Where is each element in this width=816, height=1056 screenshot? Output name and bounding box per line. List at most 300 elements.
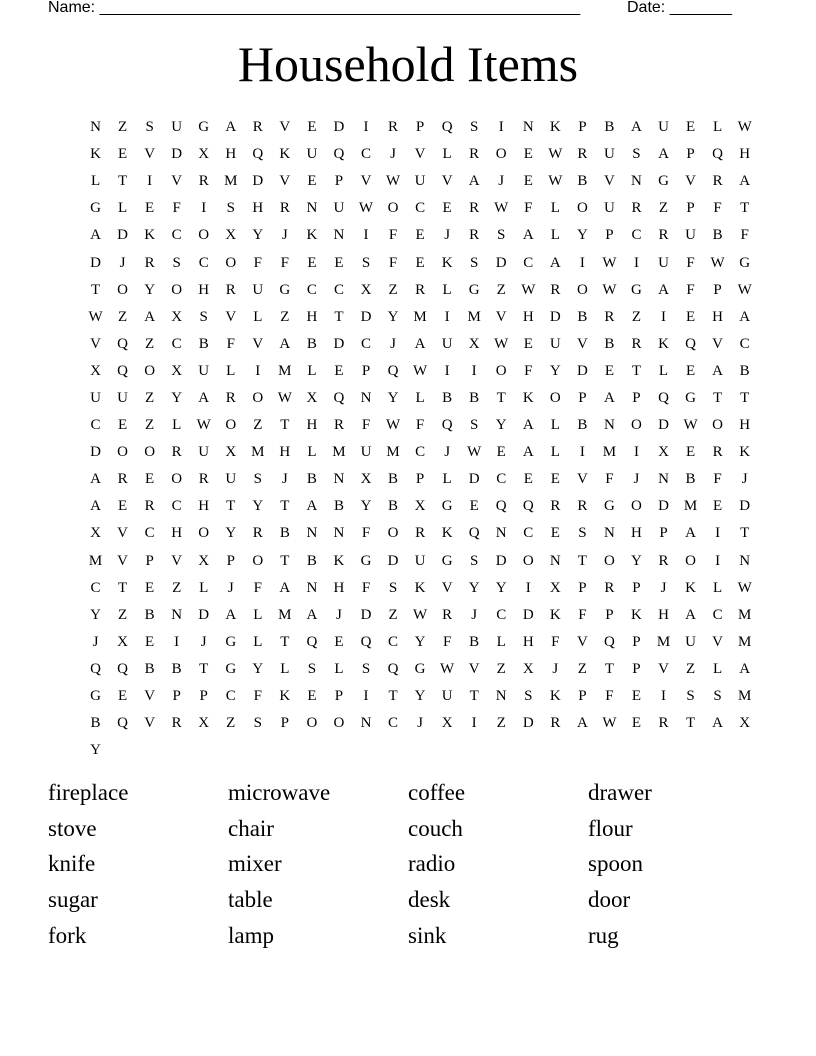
grid-letter[interactable]: Z <box>388 606 398 623</box>
grid-letter[interactable]: R <box>658 227 669 244</box>
grid-letter[interactable]: V <box>252 335 264 352</box>
grid-letter[interactable]: W <box>521 281 536 298</box>
grid-letter[interactable]: U <box>603 200 615 217</box>
grid-letter[interactable]: H <box>333 579 345 596</box>
grid-letter[interactable]: H <box>279 444 291 461</box>
grid-letter[interactable]: L <box>550 444 560 461</box>
grid-letter[interactable]: O <box>576 200 588 217</box>
grid-letter[interactable]: L <box>713 579 723 596</box>
grid-letter[interactable]: C <box>388 633 399 650</box>
grid-letter[interactable]: F <box>280 254 290 271</box>
grid-letter[interactable]: V <box>712 633 724 650</box>
grid-letter[interactable]: A <box>306 498 318 515</box>
grid-letter[interactable]: D <box>576 362 588 379</box>
grid-letter[interactable]: R <box>279 200 290 217</box>
grid-letter[interactable]: P <box>713 281 722 298</box>
grid-letter[interactable]: E <box>496 444 506 461</box>
grid-letter[interactable]: P <box>686 200 695 217</box>
grid-letter[interactable]: O <box>306 715 318 732</box>
grid-letter[interactable]: H <box>306 417 318 434</box>
grid-letter[interactable]: J <box>390 146 396 163</box>
grid-letter[interactable]: L <box>496 633 506 650</box>
grid-letter[interactable]: J <box>498 173 505 190</box>
grid-letter[interactable]: B <box>90 715 101 732</box>
grid-letter[interactable]: Q <box>117 335 128 352</box>
grid-letter[interactable]: H <box>171 525 183 542</box>
grid-letter[interactable]: O <box>387 525 399 542</box>
grid-letter[interactable]: Z <box>496 715 506 732</box>
grid-letter[interactable]: A <box>631 119 642 136</box>
grid-letter[interactable]: A <box>198 389 210 406</box>
grid-letter[interactable]: I <box>579 444 585 461</box>
grid-letter[interactable]: U <box>685 227 696 244</box>
grid-letter[interactable]: Z <box>145 389 155 406</box>
grid-letter[interactable]: M <box>737 606 752 623</box>
grid-letter[interactable]: B <box>333 498 344 515</box>
grid-letter[interactable]: A <box>522 417 534 434</box>
grid-letter[interactable]: Q <box>387 660 399 677</box>
grid-letter[interactable]: K <box>279 688 291 705</box>
grid-letter[interactable]: A <box>712 362 724 379</box>
grid-letter[interactable]: O <box>144 444 156 461</box>
grid-letter[interactable]: F <box>253 254 262 271</box>
grid-letter[interactable]: V <box>144 146 156 163</box>
grid-letter[interactable]: F <box>740 227 749 244</box>
grid-letter[interactable]: W <box>413 362 428 379</box>
grid-letter[interactable]: O <box>522 552 534 569</box>
grid-letter[interactable]: R <box>658 715 669 732</box>
grid-letter[interactable]: B <box>577 173 588 190</box>
grid-letter[interactable]: C <box>496 471 507 488</box>
grid-letter[interactable]: C <box>360 335 371 352</box>
grid-letter[interactable]: H <box>198 498 210 515</box>
grid-letter[interactable]: G <box>279 281 291 298</box>
grid-letter[interactable]: K <box>144 227 156 244</box>
grid-letter[interactable]: N <box>549 552 561 569</box>
grid-letter[interactable]: Y <box>171 389 183 406</box>
grid-letter[interactable]: W <box>88 308 103 325</box>
grid-letter[interactable]: R <box>604 579 615 596</box>
grid-letter[interactable]: S <box>686 688 695 705</box>
grid-letter[interactable]: U <box>603 146 615 163</box>
grid-letter[interactable]: E <box>523 335 533 352</box>
grid-letter[interactable]: R <box>144 254 155 271</box>
grid-letter[interactable]: M <box>88 552 103 569</box>
grid-letter[interactable]: C <box>496 606 507 623</box>
grid-letter[interactable]: C <box>171 335 182 352</box>
grid-letter[interactable]: E <box>550 471 560 488</box>
grid-letter[interactable]: Y <box>387 308 399 325</box>
grid-letter[interactable]: F <box>551 633 560 650</box>
grid-letter[interactable]: F <box>172 200 181 217</box>
grid-letter[interactable]: F <box>442 633 452 650</box>
grid-letter[interactable]: G <box>468 281 480 298</box>
grid-letter[interactable]: P <box>578 579 587 596</box>
grid-letter[interactable]: R <box>469 200 480 217</box>
grid-letter[interactable]: A <box>658 281 669 298</box>
grid-letter[interactable]: G <box>685 389 696 406</box>
grid-letter[interactable]: T <box>469 688 479 705</box>
grid-letter[interactable]: W <box>385 173 401 190</box>
grid-letter[interactable]: E <box>145 471 155 488</box>
grid-letter[interactable]: Z <box>496 660 506 677</box>
grid-letter[interactable]: K <box>333 552 345 569</box>
grid-letter[interactable]: F <box>361 417 371 434</box>
grid-letter[interactable]: F <box>253 579 262 596</box>
grid-letter[interactable]: I <box>471 715 477 732</box>
grid-letter[interactable]: D <box>198 606 210 623</box>
grid-letter[interactable]: A <box>90 471 101 488</box>
grid-letter[interactable]: E <box>307 173 317 190</box>
grid-letter[interactable]: Q <box>685 335 696 352</box>
grid-letter[interactable]: Z <box>145 335 155 352</box>
grid-letter[interactable]: C <box>739 335 750 352</box>
grid-letter[interactable]: W <box>494 200 509 217</box>
grid-letter[interactable]: O <box>685 552 696 569</box>
grid-letter[interactable]: D <box>522 715 534 732</box>
grid-letter[interactable]: O <box>495 146 507 163</box>
grid-letter[interactable]: X <box>198 715 210 732</box>
grid-letter[interactable]: C <box>90 417 101 434</box>
grid-letter[interactable]: L <box>226 362 236 379</box>
grid-letter[interactable]: G <box>360 552 372 569</box>
grid-letter[interactable]: H <box>252 200 264 217</box>
grid-letter[interactable]: Z <box>253 417 263 434</box>
grid-letter[interactable]: I <box>715 525 721 542</box>
grid-letter[interactable]: J <box>227 579 234 596</box>
grid-letter[interactable]: T <box>280 633 290 650</box>
grid-letter[interactable]: Z <box>280 308 290 325</box>
grid-letter[interactable]: L <box>199 579 209 596</box>
grid-letter[interactable]: K <box>549 606 561 623</box>
grid-letter[interactable]: N <box>333 227 345 244</box>
grid-letter[interactable]: C <box>415 444 426 461</box>
grid-letter[interactable]: Q <box>495 498 507 515</box>
grid-letter[interactable]: W <box>683 417 698 434</box>
grid-letter[interactable]: V <box>90 335 101 352</box>
grid-letter[interactable]: K <box>522 389 534 406</box>
grid-letter[interactable]: K <box>685 579 696 596</box>
grid-letter[interactable]: E <box>415 227 425 244</box>
grid-letter[interactable]: O <box>198 525 210 542</box>
grid-letter[interactable]: L <box>442 471 452 488</box>
grid-letter[interactable]: V <box>171 173 183 190</box>
grid-letter[interactable]: F <box>361 579 371 596</box>
grid-letter[interactable]: M <box>332 444 346 461</box>
grid-letter[interactable]: D <box>549 308 561 325</box>
grid-letter[interactable]: E <box>713 498 723 515</box>
grid-letter[interactable]: S <box>253 715 262 732</box>
grid-letter[interactable]: P <box>334 173 344 190</box>
grid-letter[interactable]: P <box>415 119 425 136</box>
grid-letter[interactable]: V <box>576 335 588 352</box>
grid-letter[interactable]: T <box>388 688 398 705</box>
grid-letter[interactable]: Y <box>90 742 101 759</box>
grid-letter[interactable]: C <box>523 254 534 271</box>
grid-letter[interactable]: M <box>683 498 698 515</box>
grid-letter[interactable]: F <box>415 417 425 434</box>
grid-letter[interactable]: Y <box>549 362 561 379</box>
grid-letter[interactable]: J <box>281 471 288 488</box>
grid-letter[interactable]: K <box>414 579 426 596</box>
grid-letter[interactable]: P <box>415 471 425 488</box>
grid-letter[interactable]: M <box>737 688 752 705</box>
grid-letter[interactable]: I <box>255 362 261 379</box>
grid-letter[interactable]: D <box>739 498 751 515</box>
grid-letter[interactable]: E <box>307 119 317 136</box>
grid-letter[interactable]: J <box>281 227 288 244</box>
grid-letter[interactable]: F <box>605 471 614 488</box>
grid-letter[interactable]: V <box>279 119 291 136</box>
grid-letter[interactable]: T <box>631 362 642 379</box>
grid-letter[interactable]: C <box>415 200 426 217</box>
grid-letter[interactable]: Q <box>441 119 453 136</box>
grid-letter[interactable]: B <box>306 335 317 352</box>
grid-letter[interactable]: A <box>712 715 724 732</box>
grid-letter[interactable]: O <box>225 254 237 271</box>
grid-letter[interactable]: J <box>444 444 451 461</box>
grid-letter[interactable]: K <box>90 146 101 163</box>
grid-letter[interactable]: E <box>631 715 642 732</box>
grid-letter[interactable]: V <box>658 660 669 677</box>
grid-letter[interactable]: I <box>715 552 721 569</box>
grid-letter[interactable]: W <box>413 606 428 623</box>
grid-letter[interactable]: B <box>442 389 453 406</box>
grid-letter[interactable]: O <box>171 281 183 298</box>
grid-letter[interactable]: C <box>171 498 182 515</box>
grid-letter[interactable]: F <box>226 335 235 352</box>
grid-letter[interactable]: U <box>414 173 426 190</box>
grid-letter[interactable]: Y <box>576 227 588 244</box>
grid-letter[interactable]: F <box>524 362 533 379</box>
grid-letter[interactable]: R <box>577 498 588 515</box>
grid-letter[interactable]: C <box>712 606 723 623</box>
grid-letter[interactable]: M <box>413 308 427 325</box>
grid-letter[interactable]: T <box>117 579 128 596</box>
grid-letter[interactable]: C <box>333 281 344 298</box>
grid-letter[interactable]: O <box>495 362 507 379</box>
grid-letter[interactable]: F <box>713 471 722 488</box>
grid-letter[interactable]: R <box>252 119 263 136</box>
grid-letter[interactable]: A <box>279 579 291 596</box>
grid-letter[interactable]: G <box>441 498 453 515</box>
grid-letter[interactable]: F <box>361 525 371 542</box>
grid-letter[interactable]: Q <box>333 146 345 163</box>
grid-letter[interactable]: O <box>117 281 128 298</box>
grid-letter[interactable]: D <box>333 335 345 352</box>
grid-letter[interactable]: Y <box>252 227 264 244</box>
grid-letter[interactable]: A <box>685 606 696 623</box>
grid-letter[interactable]: W <box>737 281 752 298</box>
grid-letter[interactable]: T <box>117 173 128 190</box>
grid-letter[interactable]: E <box>334 254 344 271</box>
grid-letter[interactable]: W <box>358 200 374 217</box>
grid-letter[interactable]: T <box>90 281 101 298</box>
grid-letter[interactable]: R <box>198 173 209 190</box>
grid-letter[interactable]: F <box>253 688 262 705</box>
grid-letter[interactable]: K <box>549 688 561 705</box>
grid-letter[interactable]: X <box>414 498 426 515</box>
grid-letter[interactable]: D <box>522 606 534 623</box>
grid-letter[interactable]: J <box>633 471 640 488</box>
grid-letter[interactable]: E <box>334 362 344 379</box>
grid-letter[interactable]: D <box>658 498 669 515</box>
grid-letter[interactable]: Z <box>172 579 182 596</box>
grid-letter[interactable]: K <box>631 606 642 623</box>
grid-letter[interactable]: N <box>495 525 507 542</box>
grid-letter[interactable]: K <box>549 119 561 136</box>
grid-letter[interactable]: D <box>495 552 507 569</box>
grid-letter[interactable]: O <box>144 362 156 379</box>
grid-letter[interactable]: P <box>632 579 641 596</box>
grid-letter[interactable]: H <box>522 308 534 325</box>
grid-letter[interactable]: T <box>740 525 750 542</box>
grid-letter[interactable]: Z <box>117 119 128 136</box>
grid-letter[interactable]: X <box>225 227 237 244</box>
grid-letter[interactable]: O <box>631 498 642 515</box>
grid-letter[interactable]: U <box>198 444 210 461</box>
grid-letter[interactable]: C <box>388 715 399 732</box>
grid-letter[interactable]: U <box>90 389 101 406</box>
grid-letter[interactable]: Z <box>145 417 155 434</box>
grid-letter[interactable]: O <box>387 200 399 217</box>
grid-letter[interactable]: W <box>385 417 401 434</box>
grid-letter[interactable]: Z <box>577 660 587 677</box>
grid-letter[interactable]: N <box>360 715 372 732</box>
grid-letter[interactable]: M <box>251 444 265 461</box>
grid-letter[interactable]: Y <box>360 498 372 515</box>
grid-letter[interactable]: J <box>417 715 423 732</box>
grid-letter[interactable]: T <box>740 200 750 217</box>
grid-letter[interactable]: R <box>631 200 642 217</box>
grid-letter[interactable]: M <box>656 633 671 650</box>
grid-letter[interactable]: S <box>470 552 479 569</box>
grid-letter[interactable]: B <box>144 660 155 677</box>
grid-letter[interactable]: D <box>171 146 183 163</box>
grid-letter[interactable]: T <box>604 660 614 677</box>
grid-letter[interactable]: X <box>306 389 318 406</box>
grid-letter[interactable]: S <box>470 254 479 271</box>
grid-letter[interactable]: O <box>117 444 128 461</box>
grid-letter[interactable]: B <box>469 389 480 406</box>
grid-letter[interactable]: A <box>549 254 561 271</box>
grid-letter[interactable]: N <box>306 579 318 596</box>
grid-letter[interactable]: R <box>442 606 453 623</box>
grid-letter[interactable]: S <box>470 417 479 434</box>
grid-letter[interactable]: X <box>360 471 372 488</box>
grid-letter[interactable]: J <box>471 606 478 623</box>
grid-letter[interactable]: P <box>334 688 344 705</box>
grid-letter[interactable]: L <box>442 281 452 298</box>
grid-letter[interactable]: C <box>90 579 101 596</box>
grid-letter[interactable]: L <box>253 308 263 325</box>
grid-letter[interactable]: Z <box>388 281 398 298</box>
grid-letter[interactable]: O <box>603 552 615 569</box>
grid-letter[interactable]: I <box>579 254 585 271</box>
grid-letter[interactable]: P <box>659 525 668 542</box>
grid-letter[interactable]: G <box>90 688 101 705</box>
grid-letter[interactable]: A <box>90 498 101 515</box>
grid-letter[interactable]: C <box>360 146 371 163</box>
grid-letter[interactable]: G <box>739 254 751 271</box>
grid-letter[interactable]: R <box>712 444 723 461</box>
grid-letter[interactable]: U <box>306 146 318 163</box>
grid-letter[interactable]: F <box>605 688 614 705</box>
grid-letter[interactable]: A <box>739 308 751 325</box>
grid-letter[interactable]: R <box>604 308 615 325</box>
grid-letter[interactable]: S <box>145 119 154 136</box>
grid-letter[interactable]: S <box>578 525 587 542</box>
grid-letter[interactable]: V <box>144 688 156 705</box>
grid-letter[interactable]: Z <box>685 660 696 677</box>
grid-letter[interactable]: L <box>713 660 723 677</box>
grid-letter[interactable]: Q <box>117 362 128 379</box>
grid-letter[interactable]: B <box>712 227 723 244</box>
grid-letter[interactable]: G <box>198 119 210 136</box>
grid-letter[interactable]: B <box>685 471 696 488</box>
grid-letter[interactable]: R <box>631 335 642 352</box>
grid-letter[interactable]: Z <box>117 606 128 623</box>
grid-letter[interactable]: C <box>523 525 534 542</box>
grid-letter[interactable]: I <box>147 173 153 190</box>
grid-letter[interactable]: R <box>171 444 182 461</box>
grid-letter[interactable]: E <box>145 579 155 596</box>
grid-letter[interactable]: Q <box>117 715 128 732</box>
grid-letter[interactable]: O <box>225 417 237 434</box>
grid-letter[interactable]: Y <box>252 498 264 515</box>
grid-letter[interactable]: W <box>548 173 563 190</box>
grid-letter[interactable]: X <box>549 579 561 596</box>
grid-letter[interactable]: F <box>388 227 398 244</box>
grid-letter[interactable]: L <box>253 633 263 650</box>
grid-letter[interactable]: X <box>739 715 751 732</box>
grid-letter[interactable]: D <box>360 606 372 623</box>
grid-letter[interactable]: U <box>171 119 183 136</box>
grid-letter[interactable]: V <box>225 308 237 325</box>
grid-letter[interactable]: Q <box>333 389 345 406</box>
grid-letter[interactable]: N <box>171 606 183 623</box>
grid-letter[interactable]: W <box>440 660 455 677</box>
grid-letter[interactable]: D <box>387 552 399 569</box>
grid-letter[interactable]: X <box>658 444 669 461</box>
grid-letter[interactable]: C <box>198 254 209 271</box>
grid-letter[interactable]: M <box>737 633 752 650</box>
grid-letter[interactable]: L <box>334 660 344 677</box>
grid-letter[interactable]: B <box>279 525 290 542</box>
grid-letter[interactable]: L <box>307 362 317 379</box>
grid-letter[interactable]: U <box>225 471 237 488</box>
grid-letter[interactable]: V <box>117 552 128 569</box>
grid-letter[interactable]: E <box>523 173 533 190</box>
grid-letter[interactable]: V <box>712 335 724 352</box>
grid-letter[interactable]: D <box>658 417 669 434</box>
grid-letter[interactable]: F <box>686 254 695 271</box>
grid-letter[interactable]: J <box>660 579 667 596</box>
grid-letter[interactable]: X <box>441 715 453 732</box>
grid-letter[interactable]: W <box>277 389 292 406</box>
grid-letter[interactable]: T <box>280 552 290 569</box>
grid-letter[interactable]: Y <box>252 660 264 677</box>
grid-letter[interactable]: G <box>658 173 669 190</box>
grid-letter[interactable]: Q <box>658 389 669 406</box>
grid-letter[interactable]: E <box>550 525 560 542</box>
grid-letter[interactable]: J <box>444 227 451 244</box>
grid-letter[interactable]: S <box>253 471 262 488</box>
grid-letter[interactable]: P <box>578 119 587 136</box>
grid-letter[interactable]: S <box>361 254 371 271</box>
grid-letter[interactable]: T <box>577 552 587 569</box>
grid-letter[interactable]: H <box>658 606 669 623</box>
